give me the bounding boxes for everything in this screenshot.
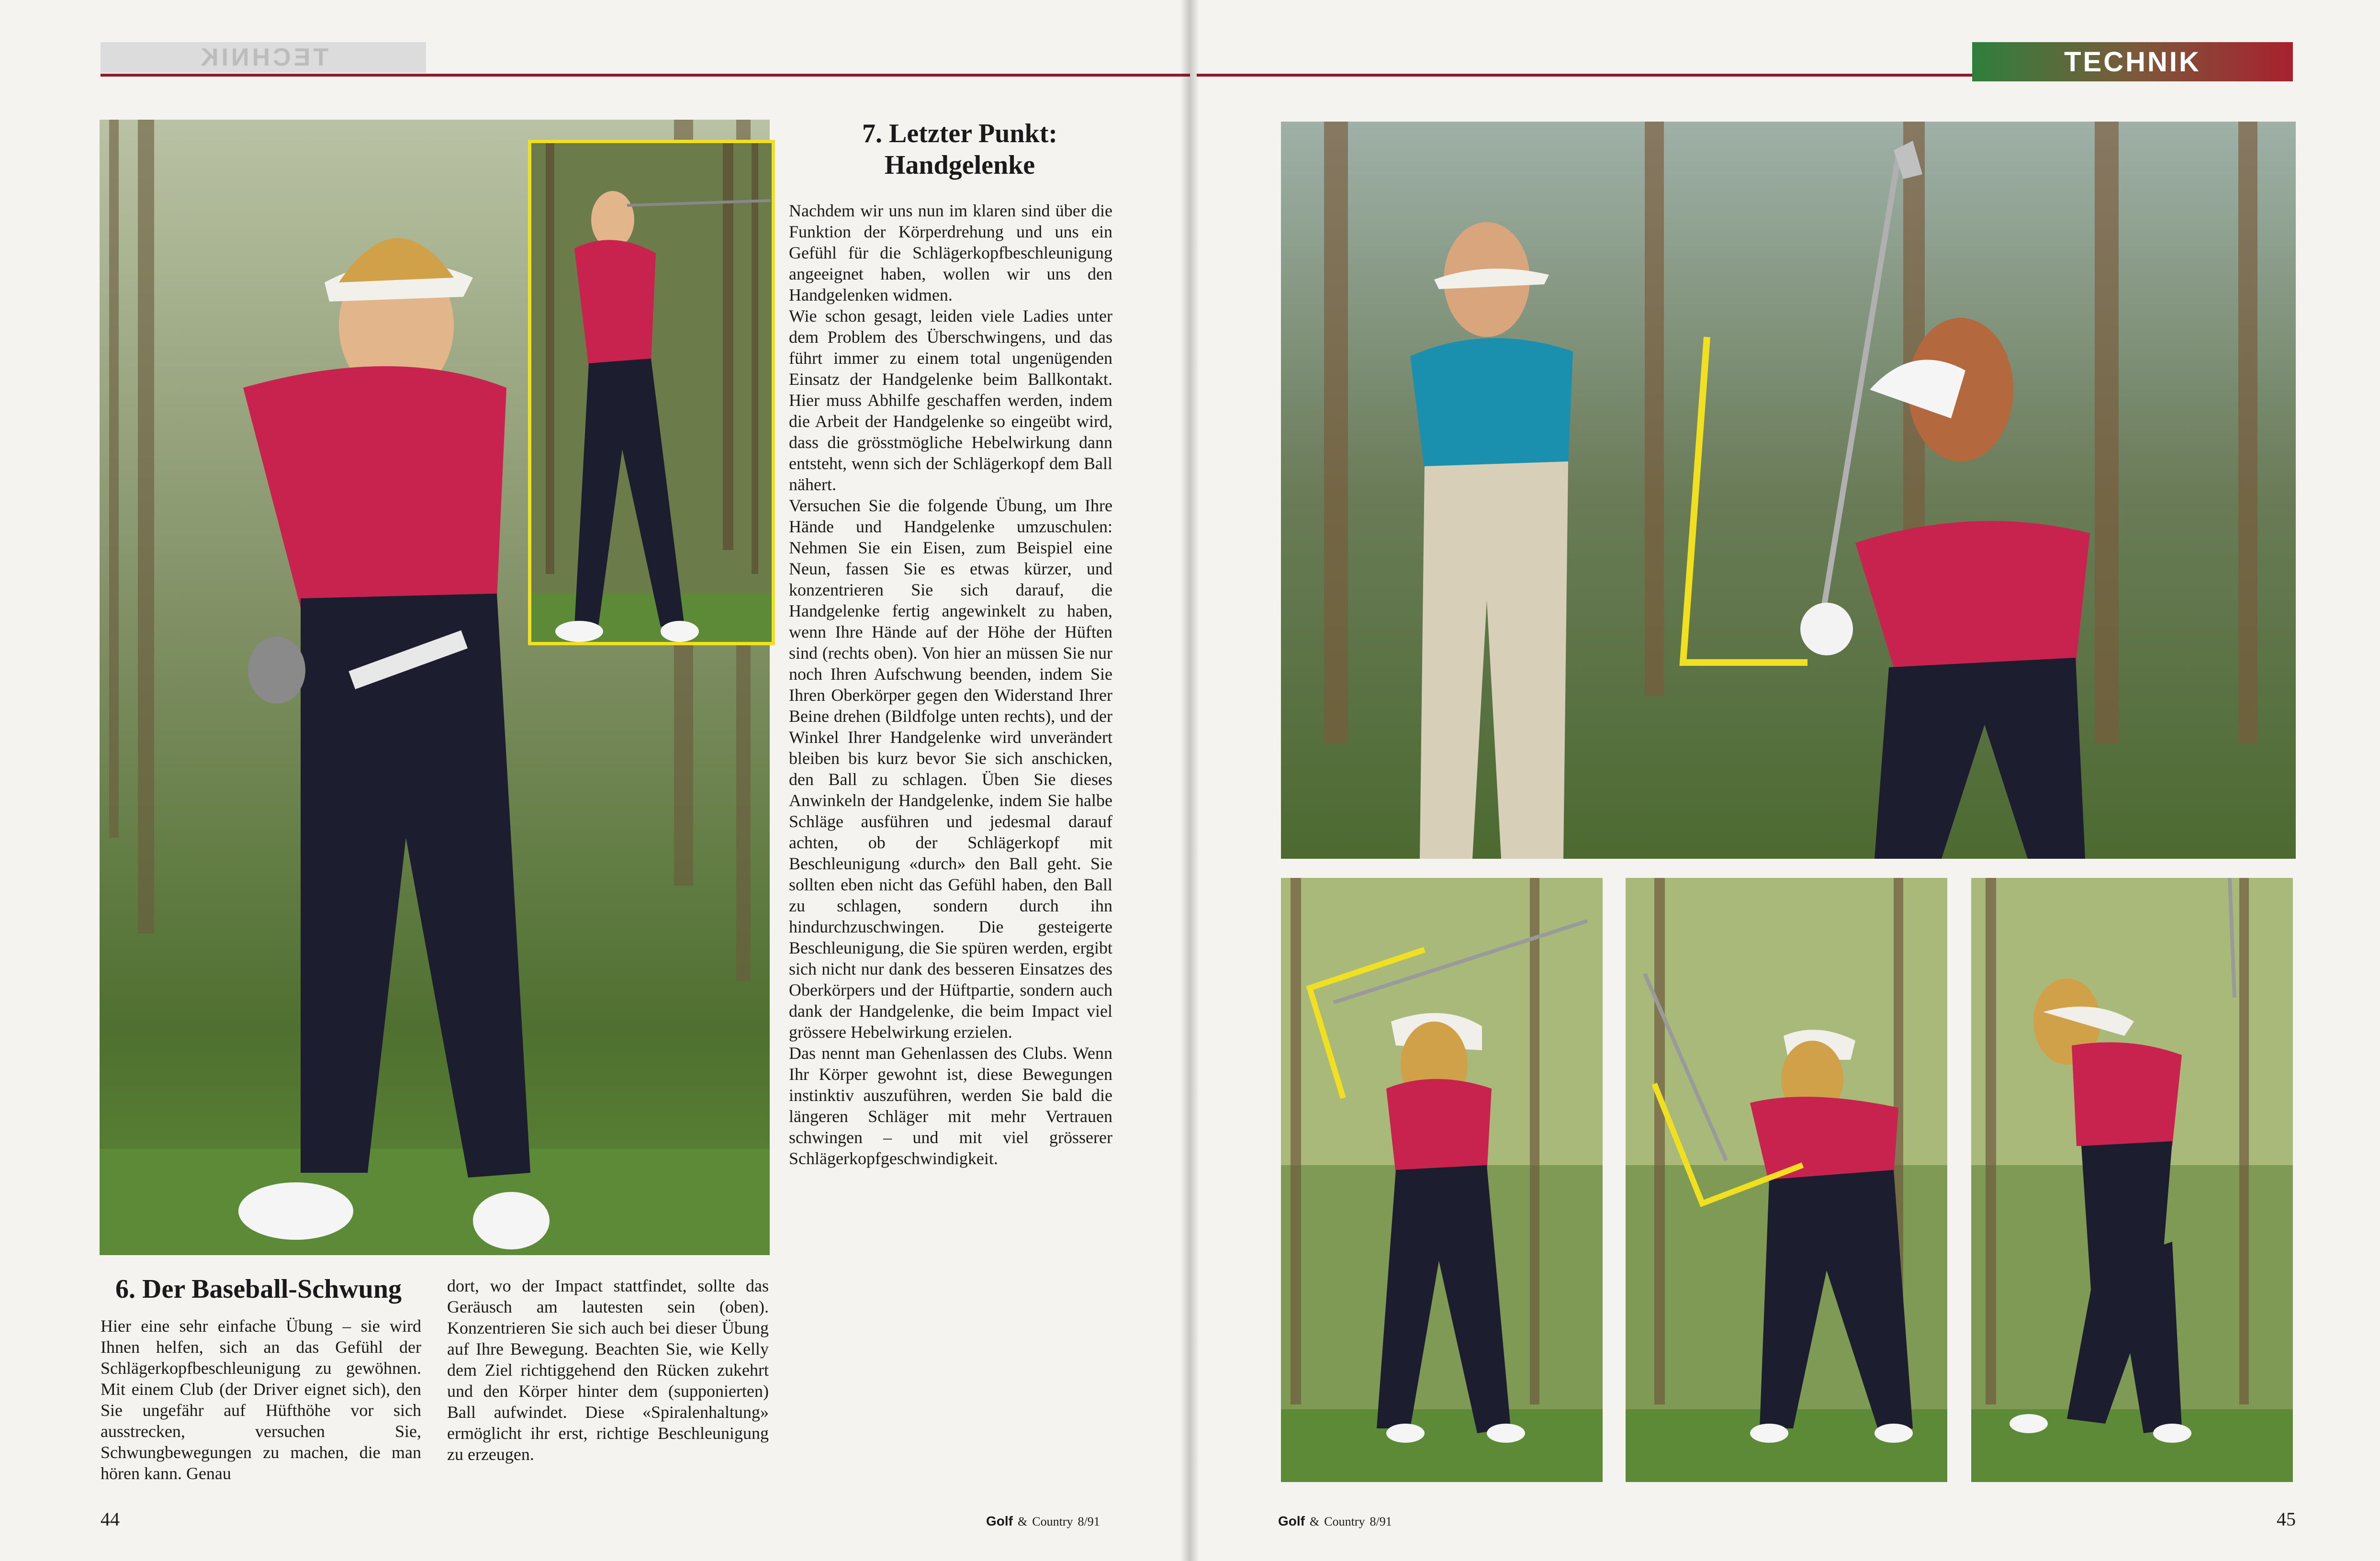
photo-swing-sequence-2: [1626, 878, 1947, 1482]
section6-col2: dort, wo der Impact stattfindet, sollte das Geräusch am lautesten sein (oben). Konzentrieren Sie sich auch bei dieser Übung auf Ihre Bewegung. Beachten Sie, wie Kelly dem Ziel richtiggehend den Rücken zukehrt und den Körper hinter dem (supponierten) Ball aufwindet. Diese «Spiralenhaltung» ermöglicht ihr erst, richtige Beschleunigung zu erzeugen.: [447, 1276, 769, 1464]
header-rule: [1197, 74, 1972, 77]
footer-brand: Golf: [1278, 1514, 1305, 1528]
section7-heading-line1: 7. Letzter Punkt:: [862, 119, 1057, 148]
section7-paragraph: Wie schon gesagt, leiden viele Ladies unter dem Problem des Überschwingens, und das führt immer zu einem total ungenügenden Einsatz der Handgelenke beim Ballkontakt. Hier muss Abhilfe geschaffen werden, indem die Arbeit der Handgelenke so eingeübt wird, dass die grösstmögliche Hebelwirkung dann entsteht, wenn sich der Schlägerkopf dem Ball nähert.: [789, 306, 1112, 494]
footer-amp: &: [1310, 1515, 1320, 1528]
inset-illustration: [531, 143, 772, 642]
footer-brand: Golf: [986, 1514, 1013, 1528]
footer-issue: 8/91: [1078, 1515, 1100, 1528]
footer-amp: &: [1018, 1515, 1028, 1528]
sequence-illustration: [1971, 878, 2293, 1482]
footer-country: Country: [1324, 1515, 1365, 1528]
section7-paragraph: Versuchen Sie die folgende Übung, um Ihre Hände und Handgelenke umzuschulen: Nehmen Sie ein Eisen, zum Beispiel eine Neun, fassen Sie es etwas kürzer, und konzentrieren Sie sich darauf, die Handgelenke fertig angewinkelt zu haben, wenn Ihre Hände auf der Höhe der Hüften sind (rechts oben). Von hier an müssen Sie nur noch Ihren Aufschwung beenden, indem Sie Ihren Oberkörper gegen den Widerstand Ihrer Beine drehen (Bildfolge unten rechts), und der Winkel Ihrer Handgelenke wird unverändert bleiben bis kurz bevor Sie sich anschicken, den Ball zu schlagen. Üben Sie dieses Anwinkeln der Handgelenke, indem Sie halbe Schläge ausführen und jedesmal darauf achten, ob der Schlägerkopf mit Beschleunigung «durch» den Ball geht. Sie sollten eben nicht das Gefühl haben, den Ball zu schlagen, sondern durch ihn hindurchzuschwingen. Die gesteigerte Beschleunigung, die Sie spüren werden, ergibt sich nicht nur dank des besseren Einsatzes des Oberkörpers und der Hüftpartie, sondern auch dank der Handgelenke, die beim Impact viel grössere Hebelwirkung erzielen.: [789, 496, 1112, 1042]
page-number-left: 44: [101, 1508, 120, 1530]
sequence-illustration: [1626, 878, 1947, 1482]
page-number-right: 45: [2277, 1508, 2296, 1530]
photo-instructor-wrist-angle: [1281, 122, 2296, 859]
photo-swing-sequence-1: [1281, 878, 1603, 1482]
section-tab: TECHNIK: [1972, 42, 2293, 81]
right-page: [1190, 0, 2380, 1561]
photo-golfer-backswing-inset: [528, 140, 775, 645]
footer-publication-left: [986, 1508, 1100, 1530]
section6-col1: Hier eine sehr einfache Übung – sie wird Ihnen helfen, sich an das Gefühl der Schlägerkopfbeschleunigung zu gewöhnen. Mit einem Club (der Driver eignet sich), den Sie ungefähr auf Hüfthöhe vor sich ausstrecken, versuchen Sie, Schwungbewegungen zu machen, die man hören kann. Genau: [101, 1316, 421, 1483]
instructor-illustration: [1281, 122, 2296, 859]
section7-body: [789, 200, 1112, 1169]
spine-gutter: [1180, 0, 1200, 1561]
footer-publication-right: [1278, 1508, 1392, 1530]
sequence-illustration: [1281, 878, 1603, 1482]
section7-paragraph: Das nennt man Gehenlassen des Clubs. Wenn Ihr Körper gewohnt ist, diese Bewegungen instinktiv auszuführen, werden Sie bald die längeren Schläger mit mehr Vertrauen schwingen – und mit viel grösserer Schlägerkopfgeschwindigkeit.: [789, 1044, 1112, 1168]
footer-country: Country: [1032, 1515, 1073, 1528]
section7-heading: [785, 118, 1134, 181]
photo-swing-sequence-3: [1971, 878, 2293, 1482]
section-tab-mirrored: TECHNIK: [101, 42, 426, 73]
section6-heading: 6. Der Baseball-Schwung: [115, 1274, 402, 1304]
section7-heading-line2: Handgelenke: [884, 150, 1035, 180]
footer-issue: 8/91: [1370, 1515, 1392, 1528]
section7-paragraph: Nachdem wir uns nun im klaren sind über die Funktion der Körperdrehung und uns ein Gefühl für die Schlägerkopfbeschleunigung angeeignet haben, wollen wir uns den Handgelenken widmen.: [789, 201, 1112, 304]
header-rule: [101, 74, 1190, 77]
